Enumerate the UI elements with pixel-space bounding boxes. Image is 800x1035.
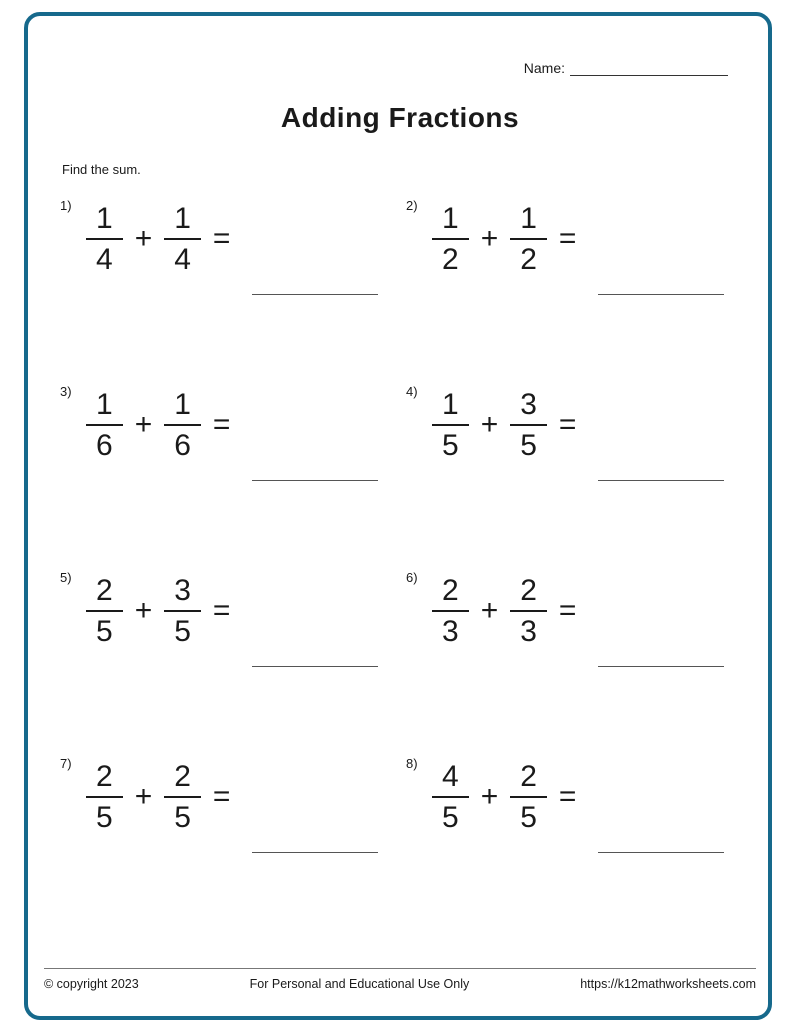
footer-url[interactable]: https://k12mathworksheets.com bbox=[580, 977, 756, 991]
equals-sign: = bbox=[558, 780, 577, 813]
fraction-numerator: 1 bbox=[432, 202, 469, 240]
fraction-first bbox=[432, 574, 469, 648]
fraction-first bbox=[432, 202, 469, 276]
fraction-numerator: 2 bbox=[510, 574, 547, 612]
fraction-denominator: 5 bbox=[442, 801, 459, 834]
fraction-numerator: 1 bbox=[432, 388, 469, 426]
plus-operator: + bbox=[480, 222, 499, 255]
problem-4 bbox=[406, 382, 752, 468]
fraction-first bbox=[432, 388, 469, 462]
name-label: Name: bbox=[523, 60, 565, 76]
problem-number: 4) bbox=[406, 384, 418, 399]
fraction-second bbox=[164, 202, 201, 276]
plus-operator: + bbox=[480, 780, 499, 813]
footer bbox=[44, 968, 756, 991]
problem-1 bbox=[60, 196, 406, 282]
plus-operator: + bbox=[134, 408, 153, 441]
answer-blank[interactable] bbox=[598, 480, 724, 481]
fraction-denominator: 5 bbox=[520, 429, 537, 462]
problem-number: 1) bbox=[60, 198, 72, 213]
fraction-first bbox=[432, 760, 469, 834]
page-title: Adding Fractions bbox=[280, 102, 520, 133]
answer-blank[interactable] bbox=[252, 666, 378, 667]
fraction-second bbox=[164, 388, 201, 462]
fraction-denominator: 2 bbox=[442, 243, 459, 276]
equals-sign: = bbox=[558, 594, 577, 627]
fraction-numerator: 4 bbox=[432, 760, 469, 798]
fraction-numerator: 1 bbox=[510, 202, 547, 240]
name-blank[interactable] bbox=[570, 60, 728, 76]
problem-8 bbox=[406, 754, 752, 840]
fraction-second bbox=[164, 760, 201, 834]
answer-blank[interactable] bbox=[598, 666, 724, 667]
fraction-second bbox=[510, 760, 547, 834]
problem-5 bbox=[60, 568, 406, 654]
fraction-numerator: 2 bbox=[432, 574, 469, 612]
fraction-numerator: 1 bbox=[164, 202, 201, 240]
fraction-first bbox=[86, 760, 123, 834]
plus-operator: + bbox=[134, 222, 153, 255]
fraction-numerator: 3 bbox=[164, 574, 201, 612]
problem-number: 6) bbox=[406, 570, 418, 585]
fraction-numerator: 3 bbox=[510, 388, 547, 426]
answer-blank[interactable] bbox=[252, 294, 378, 295]
fraction-second bbox=[164, 574, 201, 648]
fraction-denominator: 6 bbox=[96, 429, 113, 462]
problem-7 bbox=[60, 754, 406, 840]
problem-2 bbox=[406, 196, 752, 282]
answer-blank[interactable] bbox=[252, 852, 378, 853]
name-field-row bbox=[524, 60, 728, 76]
fraction-denominator: 4 bbox=[174, 243, 191, 276]
fraction-numerator: 1 bbox=[164, 388, 201, 426]
footer-copyright: © copyright 2023 bbox=[44, 977, 139, 991]
problem-number: 2) bbox=[406, 198, 418, 213]
plus-operator: + bbox=[480, 408, 499, 441]
fraction-second bbox=[510, 388, 547, 462]
fraction-first bbox=[86, 388, 123, 462]
fraction-denominator: 6 bbox=[174, 429, 191, 462]
fraction-numerator: 2 bbox=[86, 574, 123, 612]
footer-usage-text: For Personal and Educational Use Only bbox=[249, 977, 470, 991]
equals-sign: = bbox=[212, 594, 231, 627]
answer-blank[interactable] bbox=[598, 852, 724, 853]
problem-number: 3) bbox=[60, 384, 72, 399]
fraction-denominator: 5 bbox=[520, 801, 537, 834]
fraction-denominator: 5 bbox=[96, 801, 113, 834]
fraction-numerator: 1 bbox=[86, 388, 123, 426]
problem-number: 8) bbox=[406, 756, 418, 771]
answer-blank[interactable] bbox=[598, 294, 724, 295]
problem-number: 5) bbox=[60, 570, 72, 585]
equals-sign: = bbox=[558, 408, 577, 441]
fraction-second bbox=[510, 574, 547, 648]
fraction-denominator: 5 bbox=[96, 615, 113, 648]
fraction-denominator: 5 bbox=[442, 429, 459, 462]
problem-3 bbox=[60, 382, 406, 468]
fraction-denominator: 5 bbox=[174, 615, 191, 648]
equals-sign: = bbox=[212, 222, 231, 255]
problems-grid bbox=[60, 196, 752, 840]
fraction-denominator: 3 bbox=[442, 615, 459, 648]
fraction-second bbox=[510, 202, 547, 276]
fraction-first bbox=[86, 202, 123, 276]
answer-blank[interactable] bbox=[252, 480, 378, 481]
fraction-first bbox=[86, 574, 123, 648]
fraction-numerator: 2 bbox=[510, 760, 547, 798]
plus-operator: + bbox=[134, 594, 153, 627]
plus-operator: + bbox=[480, 594, 499, 627]
fraction-denominator: 3 bbox=[520, 615, 537, 648]
problem-6 bbox=[406, 568, 752, 654]
fraction-numerator: 2 bbox=[164, 760, 201, 798]
plus-operator: + bbox=[134, 780, 153, 813]
instruction-text: Find the sum. bbox=[62, 162, 141, 177]
fraction-denominator: 4 bbox=[96, 243, 113, 276]
fraction-denominator: 5 bbox=[174, 801, 191, 834]
problem-number: 7) bbox=[60, 756, 72, 771]
fraction-numerator: 2 bbox=[86, 760, 123, 798]
fraction-numerator: 1 bbox=[86, 202, 123, 240]
equals-sign: = bbox=[212, 780, 231, 813]
equals-sign: = bbox=[212, 408, 231, 441]
fraction-denominator: 2 bbox=[520, 243, 537, 276]
equals-sign: = bbox=[558, 222, 577, 255]
